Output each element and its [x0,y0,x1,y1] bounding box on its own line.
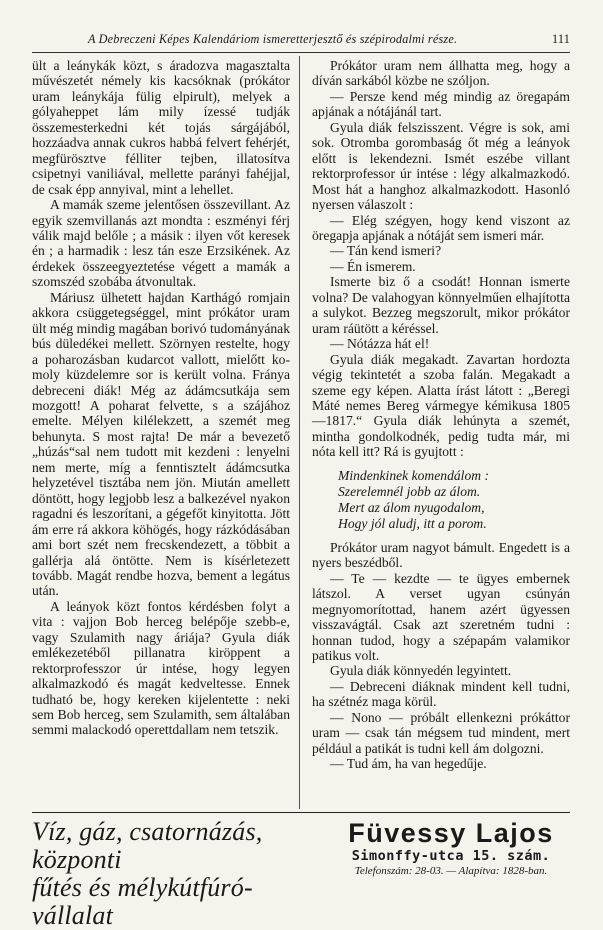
advertisement-services [32,818,332,930]
left-column [32,58,290,738]
paragraph: Gyula diák megakadt. Zavartan hordozta végig tekintetét a szoba falán. Megakadt a szeme egy képen. Alatta írást látott : „Beregi Máté nemes Bereg vármegye kémikusa 1805—1817.“ Gyula diák lehúnyta a szemét, mintha gondolkodnék, pedig tudta már, mi nóta kell itt? Rá is gyujtott : [312,351,570,460]
advertisement-line: fűtés és mélykútfúró-vállalat [32,873,253,930]
advertisement-company [332,818,570,878]
paragraph: Máriusz ülhetett hajdan Karthágó romjain akkora csüggetegséggel, mint prókátor uram ült még mindig magában borivó tudományának bús düledékei mellett. Szörnyen restelte, hogy a poharozásban kudarcot vallott, mielőtt komoly küzdelemre sor is került volna. Fránya debreceni diák! Még az ádámcsutkája sem mozgott! A poharat felvette, s a szájához emelte. Mélyen kilélekzett, a szemét meg behunyta. S most rajta! De már a bevezető „húzás“sal nem tudott mit kezdeni : lenyelni nem merte, míg a fenntisztelt ádámcsutka helyzetével tisztába nem jön. Miután amellett döntött, hogy legjobb lesz a balkezével nyakon ragadni és leszorítani, a gégefőt kinyitotta. Jött ám erre rá akkora köhögés, hogy rázkódásában ami bort szét nem frecskendezett, a többit a gallérja alá öntötte. Nem is kísérletezett tovább. Magát rendbe hozva, bement a legátus után. [32,289,290,599]
running-title: A Debreczeni Képes Kalendáriom ismeretterjesztő és szépirodalmi része. [88,32,458,46]
paragraph: — Én ismerem. [330,258,416,274]
paragraph: Gyula diák felszisszent. Végre is sok, ami sok. Otromba gorombaság őt még a leányok előtt is lekendezni. Ismét eszébe villant rektorprofessor úr intése : légy alkalmazkodó. Most hát a hanghoz alkalmazkodott. Hasonló nyersen válaszolt : [312,119,570,213]
right-column [312,58,570,772]
company-telephone: Telefonszám: 28-03. — Alapítva: 1828-ban. [354,865,548,877]
advertisement-rule [32,812,570,813]
paragraph: — Tud ám, ha van hegedűje. [330,756,487,772]
paragraph: Prókátor uram nem állhatta meg, hogy a díván sarkából közbe ne szóljon. [312,58,570,89]
paragraph: — Elég szégyen, hogy kend viszont az öregapja apjának a nótáját sem ismeri már. [312,212,570,243]
poem [338,468,570,532]
paragraph: — Persze kend még mindig az öregapám apjának a nótájánál tart. [312,88,570,120]
paragraph: — Nono — próbált ellenkezni prókáttor uram — csak tán mégsem tud mindent, mert például a patikát is tudni kell ám dolgozni. [312,709,570,756]
poem-line: Szerelemnél jobb az álom. [338,483,481,499]
paragraph: Prókátor uram nagyot bámult. Engedett is a nyers beszédből. [312,539,570,571]
company-address: Simonffy-utca 15. szám. [351,848,551,864]
company-name: Füvessy Lajos [348,818,554,848]
paragraph: A mamák szeme jelentősen összevillant. Az egyik szemvillanás azt mondta : eszményi férj válik majd belőle ; a másik : ilyen vőt keresek én ; a harmadik : lesz tán esze Erzsikének. Az érdekek összeegyeztetése végett a mamák a szomszéd szobába átvonultak. [32,197,290,290]
running-header [30,32,570,52]
page-number: 111 [552,32,570,46]
paragraph: A leányok közt fontos kérdésben folyt a vita : vajjon Bob herceg belépője szebb-e, vagy Szulamith nagy áriája? Gyula diák emlékezetéből pillanatra kiröppent a rektorprofesszor úr intése, hogy legyen alkalmazkodó és magát kedveltesse. Ennek tudható be, hogy kereken kijelentette : neki sem Bob herceg, sem Szulamith, sem általában semmi malackodó operettdallam nem tetszik. [32,598,290,738]
paragraph: Gyula diák könnyedén legyintett. [330,663,512,679]
poem-line: Hogy jól aludj, itt a porom. [338,515,487,531]
poem-line: Mindenkinek komendálom : [338,467,489,483]
paragraph: Ismerte biz ő a csodát! Honnan ismerte volna? De valahogyan könnyelműen elhajította a sulykot. Bezzeg megszorult, mikor prókátor uram ráütött a kéréssel. [312,274,570,336]
advertisement [32,817,570,930]
header-rule [32,52,570,53]
paragraph: — Te — kezdte — te ügyes embernek látszol. A verset ugyan csúnyán megnyomorítottad, hanem azért ügyessen visszavágtál. Csak azt szeretném tudni : honnan tudod, hogy a szépapám valamikor patikus volt. [312,570,570,663]
paragraph: — Tán kend ismeri? [330,243,442,259]
paragraph: — Nótázza hát el! [330,336,430,352]
paragraph: — Debreceni diáknak mindent kell tudni, ha szétnéz maga körül. [312,678,570,710]
advertisement-line: Víz, gáz, csatornázás, központi [32,817,263,874]
paragraph: ült a leánykák közt, s áradozva magasztalta művészetét némely kis kacsóknak (prókátor uram leánykája fülig elpirult), melyek a gólyaheppet lám mily ízessé tudják összemesterkedni két tojás sárgájából, hozzáadva annak cukros habbá felvert fehérjét, megfürösztve félliter tejben, illatosítva csipetnyi vaniliával, mellette parányi fahéjjal, de csak épp annyival, mint a lehellet. [32,58,290,197]
poem-line: Mert az álom nyugodalom, [338,499,485,515]
column-divider [299,56,300,809]
